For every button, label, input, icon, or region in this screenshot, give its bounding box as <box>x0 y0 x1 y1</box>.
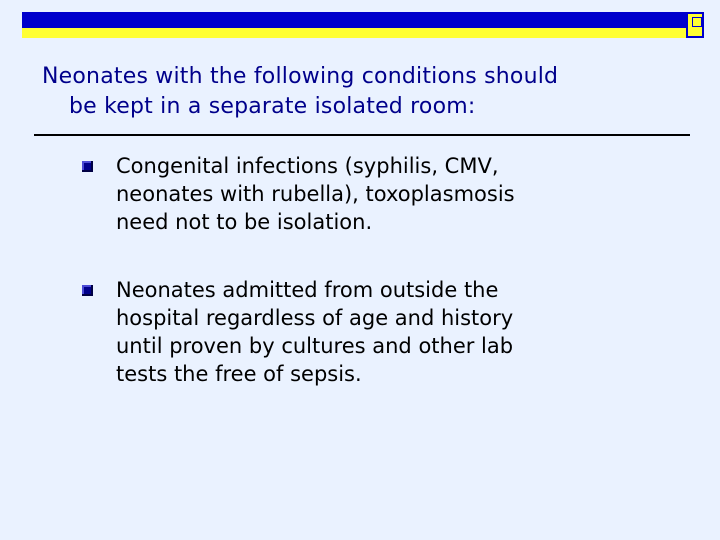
bullet-text-line: Neonates admitted from outside the <box>116 278 499 302</box>
bullet-text-line: neonates with rubella), toxoplasmosis <box>116 182 515 206</box>
bullet-item-congenital-infections <box>82 152 682 236</box>
slide-title-line-2: be kept in a separate isolated room: <box>69 94 476 119</box>
bullet-text-line: Congenital infections (syphilis, CMV, <box>116 154 499 178</box>
slide-title-line-1: Neonates with the following conditions should <box>42 64 559 89</box>
slide-title <box>42 62 682 122</box>
bullet-list <box>82 152 682 388</box>
bullet-text-line: hospital regardless of age and history <box>116 306 514 330</box>
corner-square-inner <box>692 17 702 27</box>
corner-square-icon <box>686 12 704 38</box>
square-bullet-icon <box>82 285 93 296</box>
bullet-text-line: need not to be isolation. <box>116 210 373 234</box>
header-band <box>22 12 686 28</box>
bullet-text-line: tests the free of sepsis. <box>116 362 362 386</box>
header-band-underline <box>22 28 686 38</box>
square-bullet-icon <box>82 161 93 172</box>
bullet-item-outside-admissions <box>82 276 682 388</box>
title-divider <box>34 134 690 136</box>
bullet-text-line: until proven by cultures and other lab <box>116 334 514 358</box>
